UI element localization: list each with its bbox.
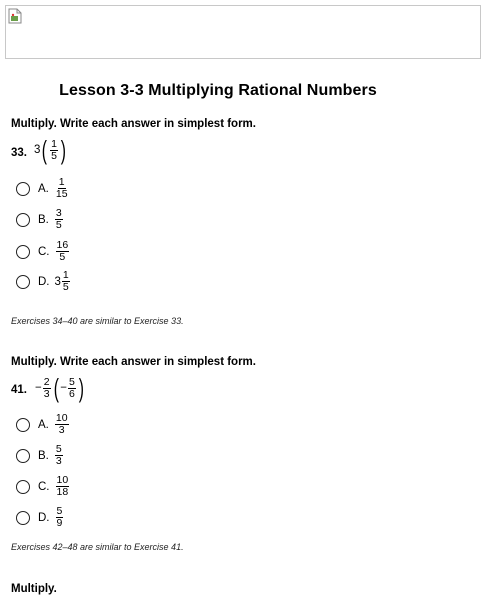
right-paren: ): [60, 135, 66, 165]
expr-fraction-2: [68, 377, 76, 400]
header-banner: [5, 5, 481, 59]
option-41-a[interactable]: [16, 413, 70, 436]
radio-button[interactable]: [16, 245, 30, 259]
radio-button[interactable]: [16, 213, 30, 227]
expr-fraction: [50, 139, 58, 162]
broken-image-icon: [8, 8, 22, 24]
option-letter: A.: [38, 418, 49, 431]
denominator: 15: [55, 188, 68, 200]
option-fraction: [56, 506, 64, 529]
question-number-41: 41.: [11, 384, 27, 396]
expr-fraction-1: [43, 377, 51, 400]
expr-whole: 3: [34, 144, 41, 156]
mixed-whole: 3: [54, 275, 61, 288]
option-33-b[interactable]: [16, 208, 64, 231]
option-fraction: [55, 177, 69, 200]
instruction-33: Multiply. Write each answer in simplest form.: [11, 118, 256, 130]
minus-sign: −: [35, 382, 42, 394]
denominator: 5: [59, 251, 66, 263]
radio-button[interactable]: [16, 182, 30, 196]
left-paren: (: [42, 135, 48, 165]
option-letter: A.: [38, 182, 49, 195]
right-paren: ): [78, 373, 84, 403]
denominator: 6: [68, 387, 75, 400]
radio-button[interactable]: [16, 449, 30, 463]
numerator: 3: [55, 207, 62, 219]
note-41: Exercises 42–48 are similar to Exercise 41.: [11, 542, 184, 552]
numerator: 16: [56, 239, 69, 251]
radio-button[interactable]: [16, 511, 30, 525]
denominator: 5: [51, 149, 57, 162]
denominator: 18: [56, 486, 69, 498]
denominator: 3: [43, 387, 50, 400]
denominator: 5: [62, 281, 69, 293]
option-letter: B.: [38, 213, 49, 226]
expression-33: [34, 137, 68, 163]
numerator: 1: [62, 269, 69, 281]
option-fraction: [62, 270, 70, 293]
note-33: Exercises 34–40 are similar to Exercise 33.: [11, 316, 184, 326]
radio-button[interactable]: [16, 275, 30, 289]
option-fraction: [55, 208, 63, 231]
option-41-d[interactable]: [16, 506, 64, 529]
numerator: 1: [51, 137, 57, 150]
numerator: 2: [43, 375, 50, 388]
radio-button[interactable]: [16, 480, 30, 494]
question-number-33: 33.: [11, 147, 27, 159]
option-letter: D.: [38, 275, 50, 288]
numerator: 5: [55, 443, 62, 455]
option-fraction: [56, 475, 70, 498]
option-letter: D.: [38, 511, 50, 524]
option-fraction: [55, 413, 69, 436]
option-33-a[interactable]: [16, 177, 70, 200]
instruction-41: Multiply. Write each answer in simplest form.: [11, 356, 256, 368]
numerator: 10: [55, 412, 68, 424]
numerator: 1: [58, 176, 65, 188]
option-letter: C.: [38, 245, 50, 258]
option-letter: B.: [38, 449, 49, 462]
denominator: 3: [58, 424, 65, 436]
option-33-c[interactable]: [16, 240, 70, 263]
denominator: 9: [56, 517, 63, 529]
expression-41: [35, 375, 85, 401]
numerator: 5: [56, 505, 63, 517]
radio-button[interactable]: [16, 418, 30, 432]
denominator: 5: [55, 219, 62, 231]
minus-sign: −: [60, 382, 67, 394]
numerator: 10: [56, 474, 69, 486]
option-fraction: [55, 444, 63, 467]
option-41-c[interactable]: [16, 475, 70, 498]
left-paren: (: [53, 373, 59, 403]
option-letter: C.: [38, 480, 50, 493]
denominator: 3: [55, 455, 62, 467]
option-41-b[interactable]: [16, 444, 64, 467]
numerator: 5: [68, 375, 75, 388]
page-title: Lesson 3-3 Multiplying Rational Numbers: [59, 82, 377, 99]
option-33-d[interactable]: [16, 270, 71, 293]
instruction-next: Multiply.: [11, 583, 57, 595]
option-fraction: [56, 240, 70, 263]
